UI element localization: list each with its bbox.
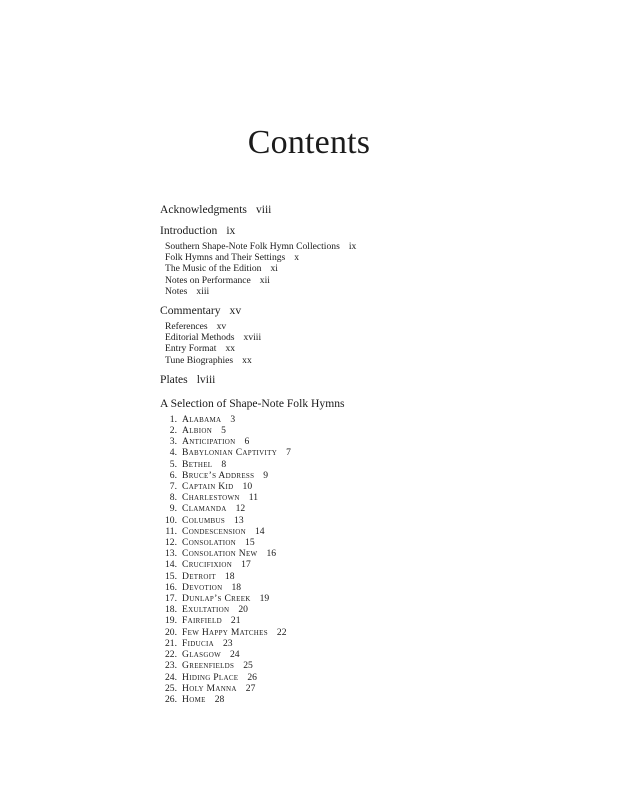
toc-subentry	[165, 332, 580, 343]
hymn-name: Albion	[182, 425, 213, 437]
toc-subentry	[165, 321, 580, 332]
toc-subentry	[165, 355, 580, 366]
toc-subentry-label: Folk Hymns and Their Settings	[165, 252, 286, 264]
toc-subentry-label: Notes on Performance	[165, 274, 251, 286]
hymn-name: Exultation	[182, 604, 230, 616]
hymn-number: 19.	[165, 615, 177, 627]
toc-subentry-page: xx	[242, 354, 252, 366]
toc-entry-label: Commentary	[160, 304, 221, 318]
hymn-page: 13	[234, 514, 244, 526]
hymn-entry	[160, 492, 580, 503]
hymn-number: 6.	[169, 469, 177, 481]
hymn-number: 8.	[169, 492, 177, 504]
hymn-entry	[160, 559, 580, 570]
toc-subentry-page: xi	[270, 263, 278, 275]
hymn-number: 12.	[165, 537, 177, 549]
hymn-number: 22.	[165, 649, 177, 661]
hymn-page: 27	[245, 682, 256, 694]
hymn-number: 16.	[165, 581, 177, 593]
hymn-number: 5.	[169, 458, 177, 470]
hymn-entry	[160, 672, 580, 683]
toc-subentry	[165, 275, 580, 286]
hymn-entry	[160, 414, 580, 425]
hymn-page: 12	[235, 503, 246, 515]
hymn-name: Consolation	[182, 537, 237, 549]
toc-subentry-label: Notes	[165, 285, 188, 297]
hymn-number: 7.	[169, 481, 177, 493]
hymn-number: 26.	[165, 693, 177, 705]
toc-subentry-page: xviii	[243, 332, 262, 344]
toc-subentry	[165, 343, 580, 354]
hymn-name: Bruce’s Address	[182, 469, 255, 481]
hymn-page: 6	[244, 436, 250, 448]
hymn-page: 23	[222, 637, 233, 649]
hymn-page: 9	[263, 469, 269, 481]
hymn-number: 13.	[165, 548, 177, 560]
hymn-number: 24.	[165, 671, 177, 683]
toc-subentry-label: The Music of the Edition	[165, 263, 262, 275]
toc-entry-page: xv	[229, 304, 242, 318]
hymn-number: 23.	[165, 660, 177, 672]
front-matter-list	[160, 202, 580, 387]
hymn-entry	[160, 615, 580, 626]
toc-subentry-page: xv	[216, 321, 227, 333]
toc-entry	[160, 202, 580, 217]
hymn-name: Babylonian Captivity	[182, 447, 278, 459]
hymn-entry	[160, 526, 580, 537]
hymn-number: 4.	[169, 447, 177, 459]
hymn-entry	[160, 425, 580, 436]
hymn-entry	[160, 503, 580, 514]
toc-subentry-label: Southern Shape-Note Folk Hymn Collections	[165, 241, 340, 252]
toc-entry-label: Plates	[160, 372, 188, 386]
hymn-name: Columbus	[182, 514, 226, 526]
hymn-name: Captain Kid	[182, 481, 234, 493]
toc-subentry-page: xii	[259, 274, 270, 286]
hymn-page: 5	[221, 425, 226, 437]
toc-entry	[160, 303, 580, 318]
hymn-name: Fiducia	[182, 637, 214, 649]
toc-subentry	[165, 286, 580, 297]
hymn-number: 1.	[169, 413, 177, 425]
toc-entry-label: Acknowledgments	[160, 203, 247, 216]
page-title: Contents	[247, 124, 371, 161]
hymn-entry	[160, 481, 580, 492]
hymn-list	[160, 414, 580, 705]
hymn-number: 3.	[169, 436, 177, 448]
hymn-page: 18	[231, 581, 242, 593]
hymn-page: 7	[286, 447, 291, 459]
hymn-number: 14.	[165, 559, 177, 571]
hymn-number: 25.	[165, 682, 177, 694]
hymn-name: Anticipation	[182, 436, 236, 448]
hymn-name: Greenfields	[182, 660, 235, 672]
hymn-page: 18	[224, 570, 235, 582]
hymn-name: Holy Manna	[182, 682, 237, 694]
hymn-page: 25	[243, 660, 253, 672]
hymn-page: 28	[214, 693, 225, 705]
toc-entry	[160, 223, 580, 238]
toc-subentry-label: Editorial Methods	[165, 332, 235, 344]
hymn-number: 21.	[165, 637, 177, 649]
toc-subentry-label: References	[165, 321, 208, 333]
hymn-number: 15.	[165, 570, 177, 582]
hymn-page: 16	[266, 548, 277, 560]
hymn-name: Few Happy Matches	[182, 626, 268, 638]
toc-subentry	[165, 241, 580, 252]
hymn-entry	[160, 537, 580, 548]
toc-subentry-page: ix	[348, 241, 357, 252]
hymn-number: 10.	[165, 514, 177, 526]
toc-entry-page: ix	[226, 224, 236, 237]
hymn-name: Consolation New	[182, 548, 258, 560]
hymn-entry	[160, 548, 580, 559]
hymn-entry	[160, 604, 580, 615]
hymn-name: Bethel	[182, 458, 213, 470]
toc-subentry	[165, 263, 580, 274]
hymn-name: Fairfield	[182, 615, 222, 627]
toc-subentry-page: xiii	[196, 285, 210, 297]
hymn-name: Charlestown	[182, 492, 240, 504]
hymn-entry	[160, 582, 580, 593]
hymn-page: 22	[276, 626, 287, 638]
toc-entry	[160, 372, 580, 387]
toc-entry-page: lviii	[196, 372, 216, 386]
hymn-entry	[160, 447, 580, 458]
hymn-number: 18.	[165, 604, 177, 616]
hymn-entry	[160, 571, 580, 582]
hymn-entry	[160, 683, 580, 694]
hymn-name: Hiding Place	[182, 671, 239, 683]
hymn-entry	[160, 436, 580, 447]
hymn-name: Home	[182, 693, 206, 705]
hymn-page: 26	[247, 671, 257, 683]
hymn-entry	[160, 459, 580, 470]
toc-subentry-label: Entry Format	[165, 343, 217, 355]
hymn-entry	[160, 649, 580, 660]
hymn-number: 9.	[169, 503, 177, 515]
toc-subentry	[165, 252, 580, 263]
hymn-page: 21	[230, 615, 241, 627]
hymn-page: 17	[241, 559, 251, 571]
hymn-entry	[160, 638, 580, 649]
hymn-page: 3	[230, 413, 236, 425]
hymn-number: 2.	[169, 425, 177, 437]
hymn-name: Detroit	[182, 570, 216, 582]
toc-subentry-label: Tune Biographies	[165, 354, 234, 366]
hymn-number: 11.	[165, 525, 177, 537]
hymn-entry	[160, 593, 580, 604]
hymn-page: 8	[221, 458, 227, 470]
hymn-entry	[160, 627, 580, 638]
toc-entry-label: Introduction	[160, 224, 218, 237]
hymn-entry	[160, 694, 580, 705]
hymn-name: Alabama	[182, 413, 222, 425]
toc-subentry-page: xx	[225, 343, 236, 355]
hymn-name: Crucifixion	[182, 559, 233, 571]
hymn-name: Condescension	[182, 525, 246, 537]
toc-subentries	[165, 241, 580, 297]
hymn-page: 11	[248, 492, 259, 504]
hymn-entry	[160, 660, 580, 671]
hymn-name: Dunlap’s Creek	[182, 593, 251, 605]
hymn-number: 17.	[165, 593, 177, 605]
toc-entry-page: viii	[255, 203, 272, 216]
hymn-name: Devotion	[182, 581, 223, 593]
hymn-name: Clamanda	[182, 503, 227, 515]
toc-subentries	[165, 321, 580, 366]
hymn-page: 20	[238, 604, 248, 616]
hymn-entry	[160, 470, 580, 481]
hymn-page: 19	[259, 593, 270, 605]
hymn-page: 14	[254, 525, 265, 537]
hymn-page: 24	[229, 649, 240, 661]
toc-subentry-page: x	[294, 252, 300, 264]
hymn-number: 20.	[165, 626, 177, 638]
hymn-page: 10	[242, 481, 253, 493]
section-title: A Selection of Shape-Note Folk Hymns	[160, 396, 345, 410]
table-of-contents	[160, 202, 580, 705]
hymn-page: 15	[245, 537, 255, 549]
hymn-name: Glasgow	[182, 649, 221, 661]
hymn-entry	[160, 515, 580, 526]
